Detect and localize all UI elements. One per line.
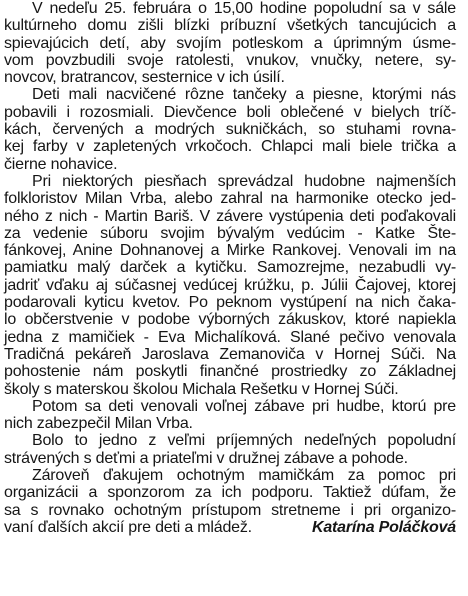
text-line: pobavili i rozosmiali. Dievčence boli oblečené v bielych tríč- [4,103,456,121]
closing-line [4,519,456,536]
text-line: jedna z mamičiek - Eva Michalíková. Slané pečivo venovala [4,328,456,346]
text-line: kultúrneho domu zišli blízki príbuzní všetkých tancujúcich a [4,17,456,35]
text-line: Tradičná pekáreň Jaroslava Zemanoviča v Hornej Súči. Na [4,345,456,363]
text-line: vom povzbudili svoje ratolesti, vnukov, vnučky, netere, sy- [4,51,456,69]
text-line: jadriť vďaku aj súčasnej vedúcej krúžku, p. Júlii Čajovej, ktorej [4,276,456,294]
text-line: Zároveň ďakujem ochotným mamičkám za pomoc pri [32,467,456,485]
text-line: strávených s deťmi a priateľmi v družnej zábave a pohode. [4,449,408,467]
text-line: fánkovej, Anine Dohnanovej a Mirke Rankovej. Venovali im na [4,242,456,260]
text-line: lo občerstvenie v podobe výborných zákuskov, ktoré napiekla [4,311,456,329]
closing-text: vaní ďalších akcií pre deti a mládež. [4,518,252,536]
text-line: folkloristov Milan Vrba, alebo zahral na harmonike otecko jed- [4,190,456,208]
text-line: nich zabezpečil Milan Vrba. [4,415,193,433]
text-line: ného z nich - Martin Bariš. V závere vystúpenia deti poďakovali [4,207,456,225]
text-line: pohostenie nám poskytli finančné prostriedky zo Základnej [4,363,456,381]
text-line: sa s rovnako ochotným prístupom stretneme i pri organizo- [4,501,456,519]
text-line: čierne nohavice. [4,155,118,173]
text-line: školy s materskou školou Michala Rešetku v Hornej Súči. [4,380,399,398]
text-line: V nedeľu 25. februára o 15,00 hodine popoludní sa v sále [32,0,456,17]
text-line: spievajúcich detí, aby svojím potleskom a úprimným úsme- [4,34,456,52]
text-line: kej farby v zapletených vrkočoch. Chlapci mali biele trička a [4,138,456,156]
text-line: kách, červených a modrých sukničkách, so stuhami rovna- [4,121,456,139]
text-line: Pri niektorých piesňach sprevádzal hudobne najmenších [32,172,456,190]
text-line: organizácii a sponzorom za ich podporu. Taktiež dúfam, že [4,484,456,502]
text-line: Deti mali nacvičené rôzne tančeky a piesne, ktorými nás [32,86,456,104]
author-signature: Katarína Poláčková [311,518,456,536]
text-line: Potom sa deti venovali voľnej zábave pri hudbe, ktorú pre [32,397,456,415]
text-line: novcov, bratrancov, sesternice v ich úsilí. [4,69,285,87]
text-line: Bolo to jedno z veľmi príjemných nedeľných popoludní [32,432,456,450]
article-body [4,0,456,536]
text-line: za vedenie súboru svojim bývalým vedúcim - Katke Šte- [4,224,456,242]
text-line: pamiatku malý darček a kytičku. Samozrejme, nezabudli vy- [4,259,456,277]
text-line: podarovali kyticu kvetov. Po peknom vystúpení na nich čaka- [4,294,456,312]
